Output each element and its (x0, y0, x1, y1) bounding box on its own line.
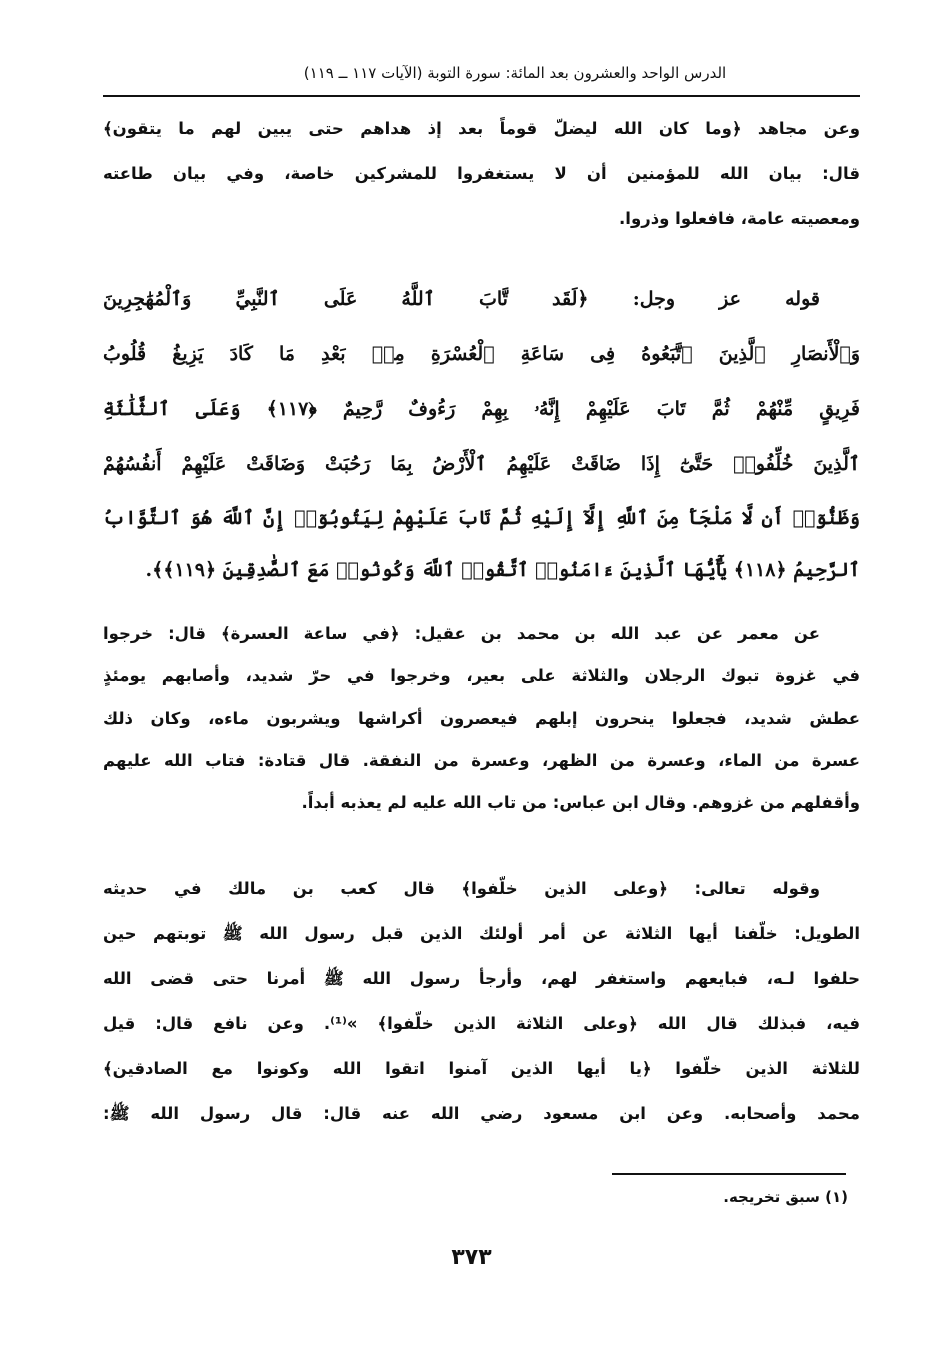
text-line: في غزوة تبوك الرجلان والثلاثة على بعير، وخرجوا في حرّ شديد، وأصابهم يومئذٍ (103, 666, 860, 685)
text-line: عطش شديد، فجعلوا ينحرون إبلهم فيعصرون أكراشها ويشربون ماءه، وكان ذلك (103, 709, 860, 728)
text-line: حلفوا لـه، فبايعهم واستغفر لهم، وأرجأ رسول الله ﷺ أمرنا حتى قضى الله (103, 969, 860, 988)
text-line: وَظَنُّوٓا۟ أَن لَّا مَلْجَأَ مِنَ ٱللَّهِ إِلَّآ إِلَيْهِ ثُمَّ تَابَ عَلَيْهِمْ لِيَتُوبُوٓا۟ إِنَّ ٱللَّهَ هُوَ ٱلتَّوَّابُ (103, 507, 860, 529)
text-line: فَرِيقٍ مِّنْهُمْ ثُمَّ تَابَ عَلَيْهِمْ إِنَّهُۥ بِهِمْ رَءُوفٌ رَّحِيمٌ ﴿١١٧﴾ وَعَلَى ٱلثَّلَٰثَةِ (103, 398, 860, 420)
text-line: وَٱلْأَنصَارِ ٱلَّذِينَ ٱتَّبَعُوهُ فِى سَاعَةِ ٱلْعُسْرَةِ مِنۢ بَعْدِ مَا كَادَ يَزِيغُ قُلُوبُ (103, 343, 860, 365)
text-line: للثلاثة الذين خلّفوا ﴿يا أيها الذين آمنوا اتقوا الله وكونوا مع الصادقين﴾ (103, 1059, 860, 1078)
text-line: عن معمر عن عبد الله بن محمد بن عقيل: ﴿في ساعة العسرة﴾ قال: خرجوا (103, 624, 820, 643)
text-line: محمد وأصحابه. وعن ابن مسعود رضي الله عنه قال: قال رسول الله ﷺ: (103, 1104, 860, 1123)
text-line: وقوله تعالى: ﴿وعلى الذين خلّفوا﴾ قال كعب بن مالك في حديثه (103, 879, 820, 898)
running-header: الدرس الواحد والعشرون بعد المائة: سورة التوبة (الآيات ١١٧ ــ ١١٩) (303, 64, 727, 82)
text-line: وأقفلهم من غزوهم. وقال ابن عباس: من تاب الله عليه لم يعذبه أبداً. (301, 793, 860, 812)
text-line: قال: بيان الله للمؤمنين أن لا يستغفروا للمشركين خاصة، وفي بيان طاعته (103, 164, 860, 183)
text-line: ومعصيته عامة، فافعلوا وذروا. (619, 209, 860, 228)
text-line: ٱلَّذِينَ خُلِّفُوا۟ حَتَّىٰٓ إِذَا ضَاقَتْ عَلَيْهِمُ ٱلْأَرْضُ بِمَا رَحُبَتْ وَضَاقَتْ عَلَيْهِمْ أَنفُسُهُمْ (103, 453, 860, 475)
footnote-rule (612, 1173, 846, 1175)
text-line: وعن مجاهد ﴿وما كان الله ليضلّ قوماً بعد إذ هداهم حتى يبين لهم ما يتقون﴾ (103, 119, 860, 138)
text-line: فيه، فبذلك قال الله ﴿وعلى الثلاثة الذين خلّفوا﴾ »⁽¹⁾. وعن نافع قال: قيل (103, 1014, 860, 1033)
text-line: الطويل: خلّفنا أيها الثلاثة عن أمر أولئك الذين قبل رسول الله ﷺ توبتهم حين (103, 924, 860, 943)
text-line: ٱلرَّحِيمُ ﴿١١٨﴾ يَٰٓأَيُّهَا ٱلَّذِينَ ءَامَنُوا۟ ٱتَّقُوا۟ ٱللَّهَ وَكُونُوا۟ مَعَ ٱلصَّٰدِقِينَ ﴿١١٩﴾﴾. (145, 559, 860, 581)
footnote: (١) سبق تخريجه. (723, 1188, 848, 1206)
page-number: ٣٧٣ (451, 1245, 492, 1270)
text-line: عسرة من الماء، وعسرة من الظهر، وعسرة من النفقة. قال قتادة: فتاب الله عليهم (103, 751, 860, 770)
header-rule (103, 95, 860, 97)
text-line: قوله عز وجل: ﴿لَقَد تَّابَ ٱللَّهُ عَلَى ٱلنَّبِيِّ وَٱلْمُهَٰجِرِينَ (103, 288, 820, 310)
